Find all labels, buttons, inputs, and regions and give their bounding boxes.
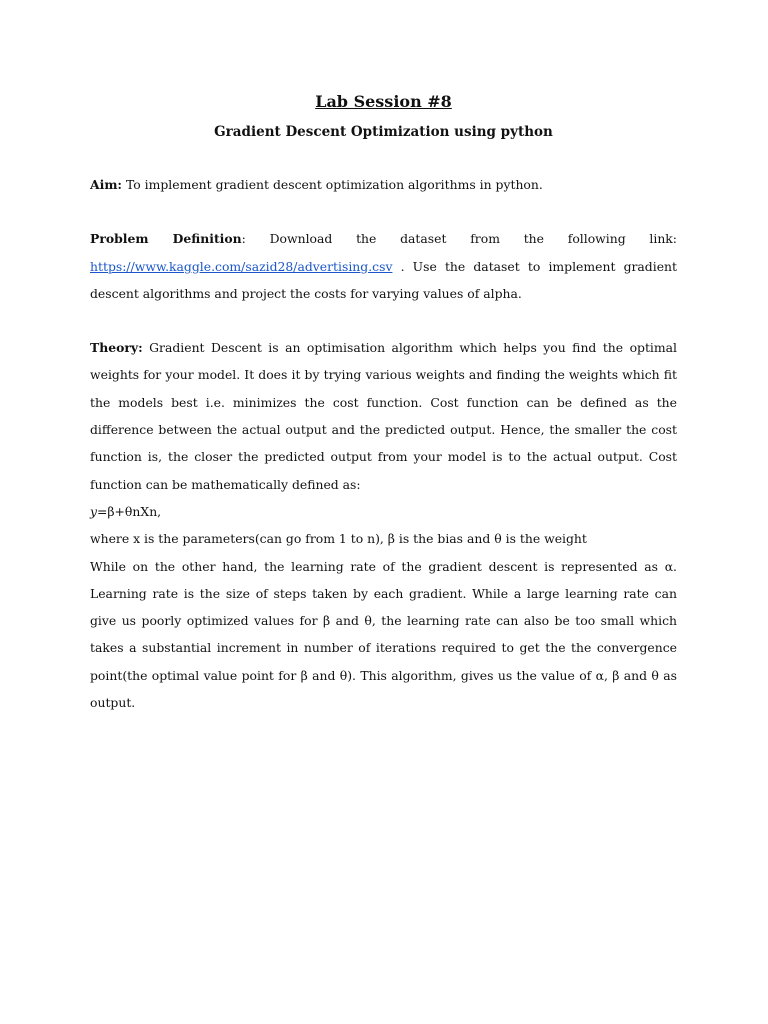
aim-label: Aim: (90, 177, 123, 192)
document-page (90, 90, 677, 716)
problem-text-before-link: : Download the dataset from the following link: (241, 231, 677, 247)
formula-y: y (90, 503, 97, 519)
problem-definition-paragraph (90, 225, 677, 307)
problem-definition-label: Problem Definition (90, 231, 242, 247)
formula-rest: =β+θnXn, (97, 503, 162, 519)
aim-paragraph (90, 171, 677, 198)
page-title: Lab Session #8 (315, 92, 452, 111)
theory-paragraph (90, 334, 677, 498)
aim-text: To implement gradient descent optimization algorithms in python. (122, 177, 543, 192)
learning-rate-paragraph: While on the other hand, the learning rate of the gradient descent is represented as α. Learning rate is the size of steps taken by each gradient. While a large learning rate can give us poorly optimized values for β and θ, the learning rate can also be too small which takes a substantial increment in number of iterations required to get the the convergence point(the optimal value point for β and θ). This algorithm, gives us the value of α, β and θ as output. (90, 558, 677, 711)
theory-text: Gradient Descent is an optimisation algorithm which helps you find the optimal weights for your model. It does it by trying various weights and finding the weights which fit the models best i.e. minimizes the cost function. Cost function can be defined as the difference between the actual output and the predicted output. Hence, the smaller the cost function is, the closer the predicted output from your model is to the actual output. Cost function can be mathematically defined as: (90, 340, 677, 492)
page-subtitle: Gradient Descent Optimization using python (214, 124, 553, 140)
theory-label: Theory: (90, 340, 143, 356)
cost-formula (90, 498, 677, 525)
dataset-link[interactable]: https://www.kaggle.com/sazid28/advertising.csv (90, 258, 393, 274)
problem-text-after-link: . Use the dataset to implement gradient descent algorithms and project the costs for varying values of alpha. (90, 258, 677, 301)
formula-explanation: where x is the parameters(can go from 1 to n), β is the bias and θ is the weight (90, 531, 587, 547)
